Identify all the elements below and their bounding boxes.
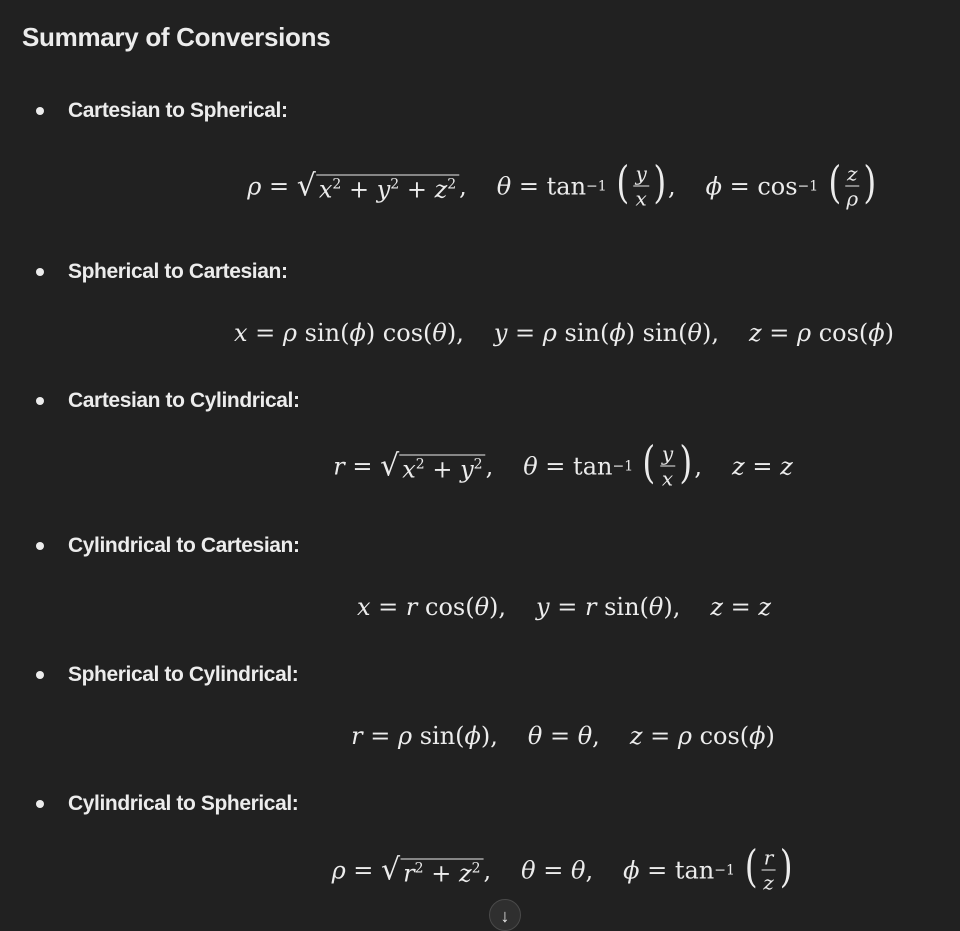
conversion-label: Cylindrical to Spherical: [68,792,299,815]
conversion-label: Cylindrical to Cartesian: [68,534,300,557]
formula-cartesian-to-cylindrical: r = √ $x^2 + y^2$ , θ = tan −1 ( $\frac{y}{x}$ ) , z = z [333,437,793,491]
conversion-label: Spherical to Cylindrical: [68,663,299,686]
list-bullet [36,542,44,550]
conversion-label: Spherical to Cartesian: [68,260,288,283]
conversion-label: Cartesian to Spherical: [68,99,288,122]
formula-cylindrical-to-spherical: ρ = √ $r^2 + z^2$ , θ = θ , ϕ = tan −1 ( $\frac{r}{z}$ ) [331,841,793,895]
conversion-label: Cartesian to Cylindrical: [68,389,300,412]
section-title: Summary of Conversions [22,22,331,52]
formula-spherical-to-cartesian: x = ρ sin( ϕ ) cos( θ ), y = ρ sin( ϕ ) sin( θ ), z = ρ cos( ϕ ) [233,319,895,347]
formula-cartesian-to-spherical: ρ = √ $x^2 + y^2 + z^2$ , θ = tan −1 ( $\frac{y}{x}$ ) , ϕ = cos −1 ( $\frac{z}{\rho}$ ) [247,157,877,211]
list-bullet [36,671,44,679]
list-bullet [36,397,44,405]
scroll-to-bottom-button[interactable] [489,899,521,931]
formula-spherical-to-cylindrical: r = ρ sin( ϕ ), θ = θ , z = ρ cos( ϕ ) [351,722,775,750]
list-bullet [36,800,44,808]
list-bullet [36,107,44,115]
arrow-down-icon: ↓ [500,906,510,926]
formula-cylindrical-to-cartesian: x = r cos( θ ), y = r sin( θ ), z = z [356,593,772,621]
list-bullet [36,268,44,276]
